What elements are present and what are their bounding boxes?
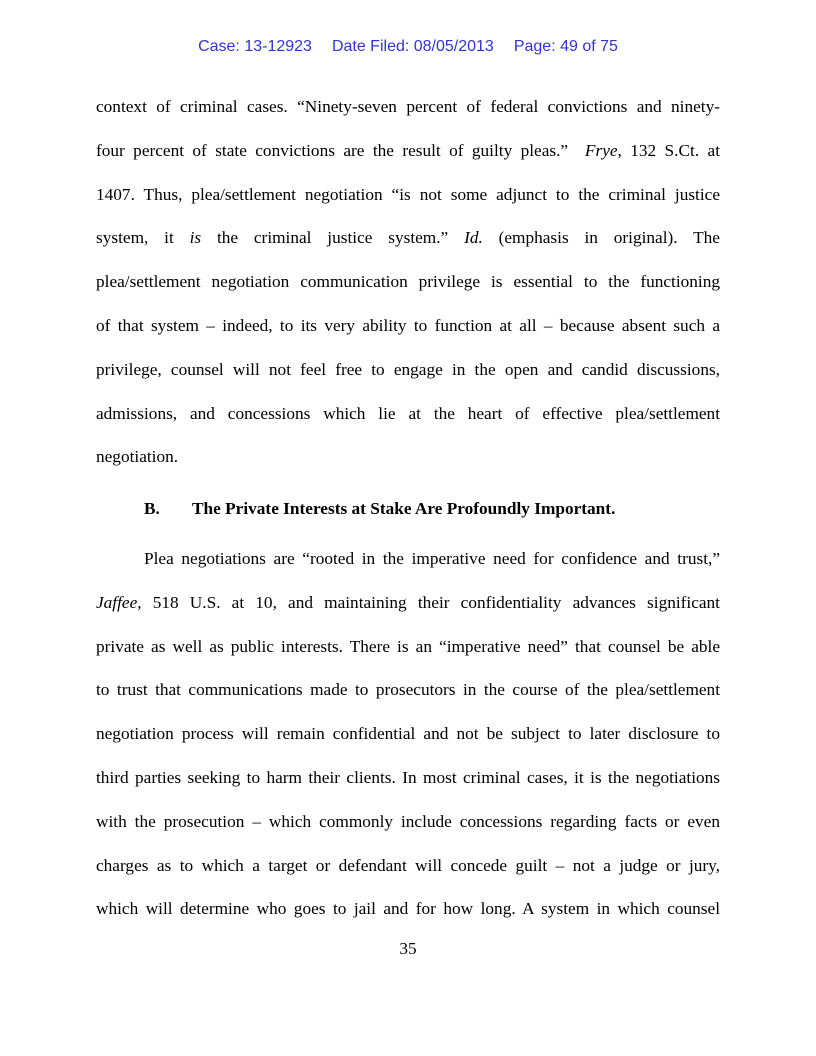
section-title: The Private Interests at Stake Are Profoundly Important. xyxy=(192,499,616,518)
text-line: context of criminal cases. “Ninety-seven percent of federal convictions and ninety- xyxy=(96,97,720,116)
text-segment: Plea negotiations are “rooted in the imperative need for confidence and trust,” xyxy=(144,549,720,568)
text-segment: , 132 S.Ct. at xyxy=(617,140,720,160)
page-number: 35 xyxy=(399,939,417,958)
text-segment: the criminal justice system.” xyxy=(216,228,449,248)
section-letter: B. xyxy=(144,499,160,518)
text-line: to trust that communications made to prosecutors in the course of the plea/settlement xyxy=(96,680,720,700)
paragraph-1 xyxy=(96,85,720,479)
paragraph-2 xyxy=(96,537,720,931)
text-segment: system, it xyxy=(96,228,174,248)
section-heading xyxy=(144,497,615,521)
filing-header xyxy=(0,38,816,56)
text-line: which will determine who goes to jail and for how long. A system in which counsel xyxy=(96,899,720,919)
text-line: third parties seeking to harm their clients. In most criminal cases, it is the negotiations xyxy=(96,767,720,787)
text-line: of that system – indeed, to its very ability to function at all – because absent such a xyxy=(96,315,720,335)
text-segment: four percent of state convictions are the result of guilty pleas.” xyxy=(96,140,569,160)
page-count: Page: 49 of 75 xyxy=(513,38,618,55)
text-line: privilege, counsel will not feel free to engage in the open and candid discussions, xyxy=(96,359,720,379)
text-segment: (emphasis in original). The xyxy=(498,228,720,248)
text-line: negotiation. xyxy=(96,447,179,467)
text-line: 1407. Thus, plea/settlement negotiation “is not some adjunct to the criminal justice xyxy=(96,184,720,204)
emphasis: is xyxy=(189,228,202,248)
text-line: plea/settlement negotiation communication privilege is essential to the functioning xyxy=(96,272,720,292)
case-citation: Frye xyxy=(584,140,618,160)
date-filed: Date Filed: 08/05/2013 xyxy=(331,38,494,55)
text-line xyxy=(96,537,720,581)
text-line: admissions, and concessions which lie at the heart of effective plea/settlement xyxy=(96,403,720,423)
text-line: negotiation process will remain confidential and not be subject to later disclosure to xyxy=(96,724,720,744)
text-line xyxy=(96,581,720,625)
case-citation: Jaffee xyxy=(96,592,138,612)
text-line xyxy=(96,216,720,260)
text-line: with the prosecution – which commonly include concessions regarding facts or even xyxy=(96,811,720,831)
text-segment: , 518 U.S. at 10, and maintaining their confidentiality advances significant xyxy=(137,592,720,612)
id-citation: Id. xyxy=(464,228,483,248)
text-line: private as well as public interests. There is an “imperative need” that counsel be able xyxy=(96,636,720,656)
text-line: charges as to which a target or defendant will concede guilt – not a judge or jury, xyxy=(96,855,720,875)
text-line xyxy=(96,129,720,173)
case-number: Case: 13-12923 xyxy=(198,38,312,55)
